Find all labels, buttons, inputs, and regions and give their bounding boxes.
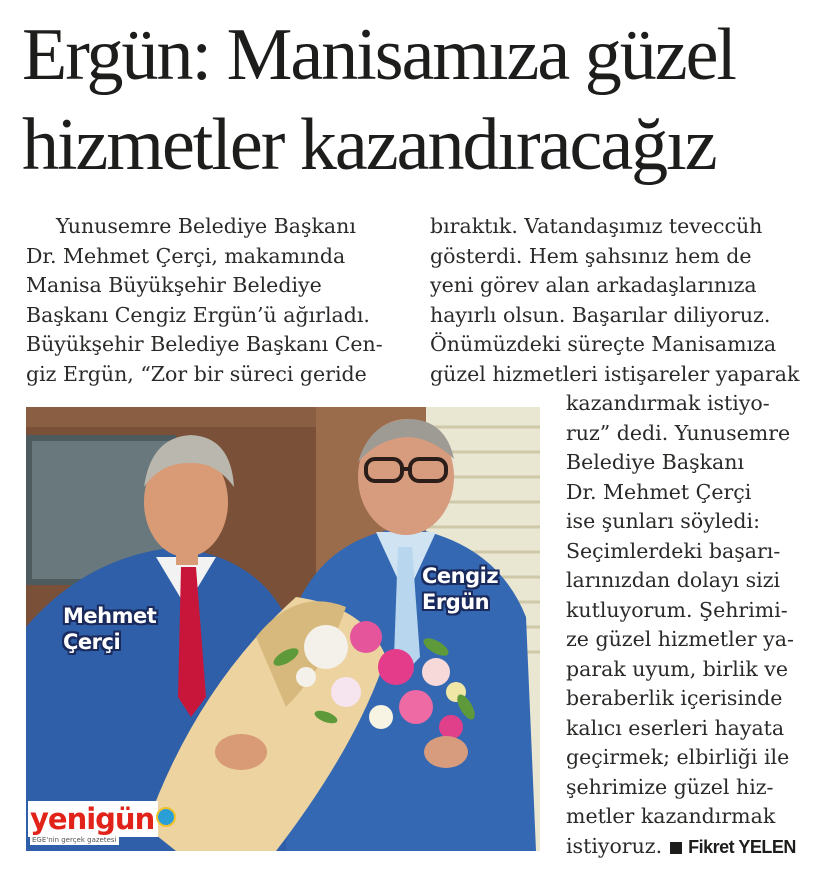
article-column-3	[566, 389, 796, 862]
body-line: beraberlik içerisinde	[566, 686, 783, 710]
body-line: ruz” dedi. Yunusemre	[566, 420, 791, 445]
caption-left-line-2: Çerçi	[63, 630, 121, 654]
logo-globe-icon	[156, 807, 176, 827]
body-line: Manisa Büyükşehir Belediye	[26, 273, 322, 297]
body-line: bıraktık. Vatandaşımız teveccüh	[430, 214, 763, 238]
body-line: kutluyorum. Şehrimi-	[566, 597, 788, 622]
body-line: hayırlı olsun. Başarılar diliyoruz.	[430, 302, 771, 327]
body-line: yeni görev alan arkadaşlarınıza	[430, 273, 757, 297]
newspaper-logo	[26, 801, 176, 849]
body-line: Yunusemre Belediye Başkanı	[56, 214, 356, 238]
body-line: Büyükşehir Belediye Başkanı Cen-	[26, 332, 383, 356]
body-line: Dr. Mehmet Çerçi, makamında	[26, 243, 346, 268]
body-line: güzel hizmetleri istişareler yaparak	[430, 361, 800, 386]
last-line-text: istiyoruz.	[566, 833, 663, 858]
body-line: Seçimlerdeki başarı-	[566, 538, 781, 563]
byline-square-icon	[670, 842, 682, 854]
photo-caption-right	[422, 563, 498, 615]
caption-left-line-1: Mehmet	[63, 604, 157, 628]
body-line: larınızdan dolayı sizi	[566, 568, 781, 592]
body-line: parak uyum, birlik ve	[566, 656, 789, 681]
body-line: kazandırmak istiyo-	[566, 391, 770, 415]
headline-line-2: hizmetler kazandıracağız	[22, 104, 716, 186]
body-line: ise şunları söyledi:	[566, 509, 761, 533]
article-column-1	[26, 212, 383, 389]
body-line: geçirmek; elbirliği ile	[566, 745, 790, 769]
caption-right-line-1: Cengiz	[422, 564, 499, 588]
logo-name: yenigün	[28, 801, 158, 837]
body-line: gösterdi. Hem şahsınız hem de	[430, 243, 752, 268]
caption-right-line-2: Ergün	[422, 590, 490, 614]
headline-line-1: Ergün: Manisamıza güzel	[22, 14, 735, 96]
body-line: Başkanı Cengiz Ergün’ü ağırladı.	[26, 302, 370, 327]
body-line: metler kazandırmak	[566, 804, 776, 828]
article-column-2	[430, 212, 799, 389]
body-line: kalıcı eserleri hayata	[566, 715, 785, 740]
body-line: Belediye Başkanı	[566, 450, 745, 474]
body-line: giz Ergün, “Zor bir süreci geride	[26, 361, 367, 386]
headline	[22, 10, 822, 190]
body-line: ze güzel hizmetler ya-	[566, 627, 794, 651]
byline: Fikret YELEN	[688, 836, 796, 857]
logo-tagline: EGE'nin gerçek gazetesi	[32, 836, 117, 844]
body-line: Önümüzdeki süreçte Manisamıza	[430, 332, 777, 356]
last-line	[566, 832, 796, 863]
article-photo	[26, 407, 540, 851]
body-line: şehrimize güzel hiz-	[566, 774, 774, 799]
photo-caption-left	[63, 603, 156, 655]
body-line: Dr. Mehmet Çerçi	[566, 479, 752, 504]
